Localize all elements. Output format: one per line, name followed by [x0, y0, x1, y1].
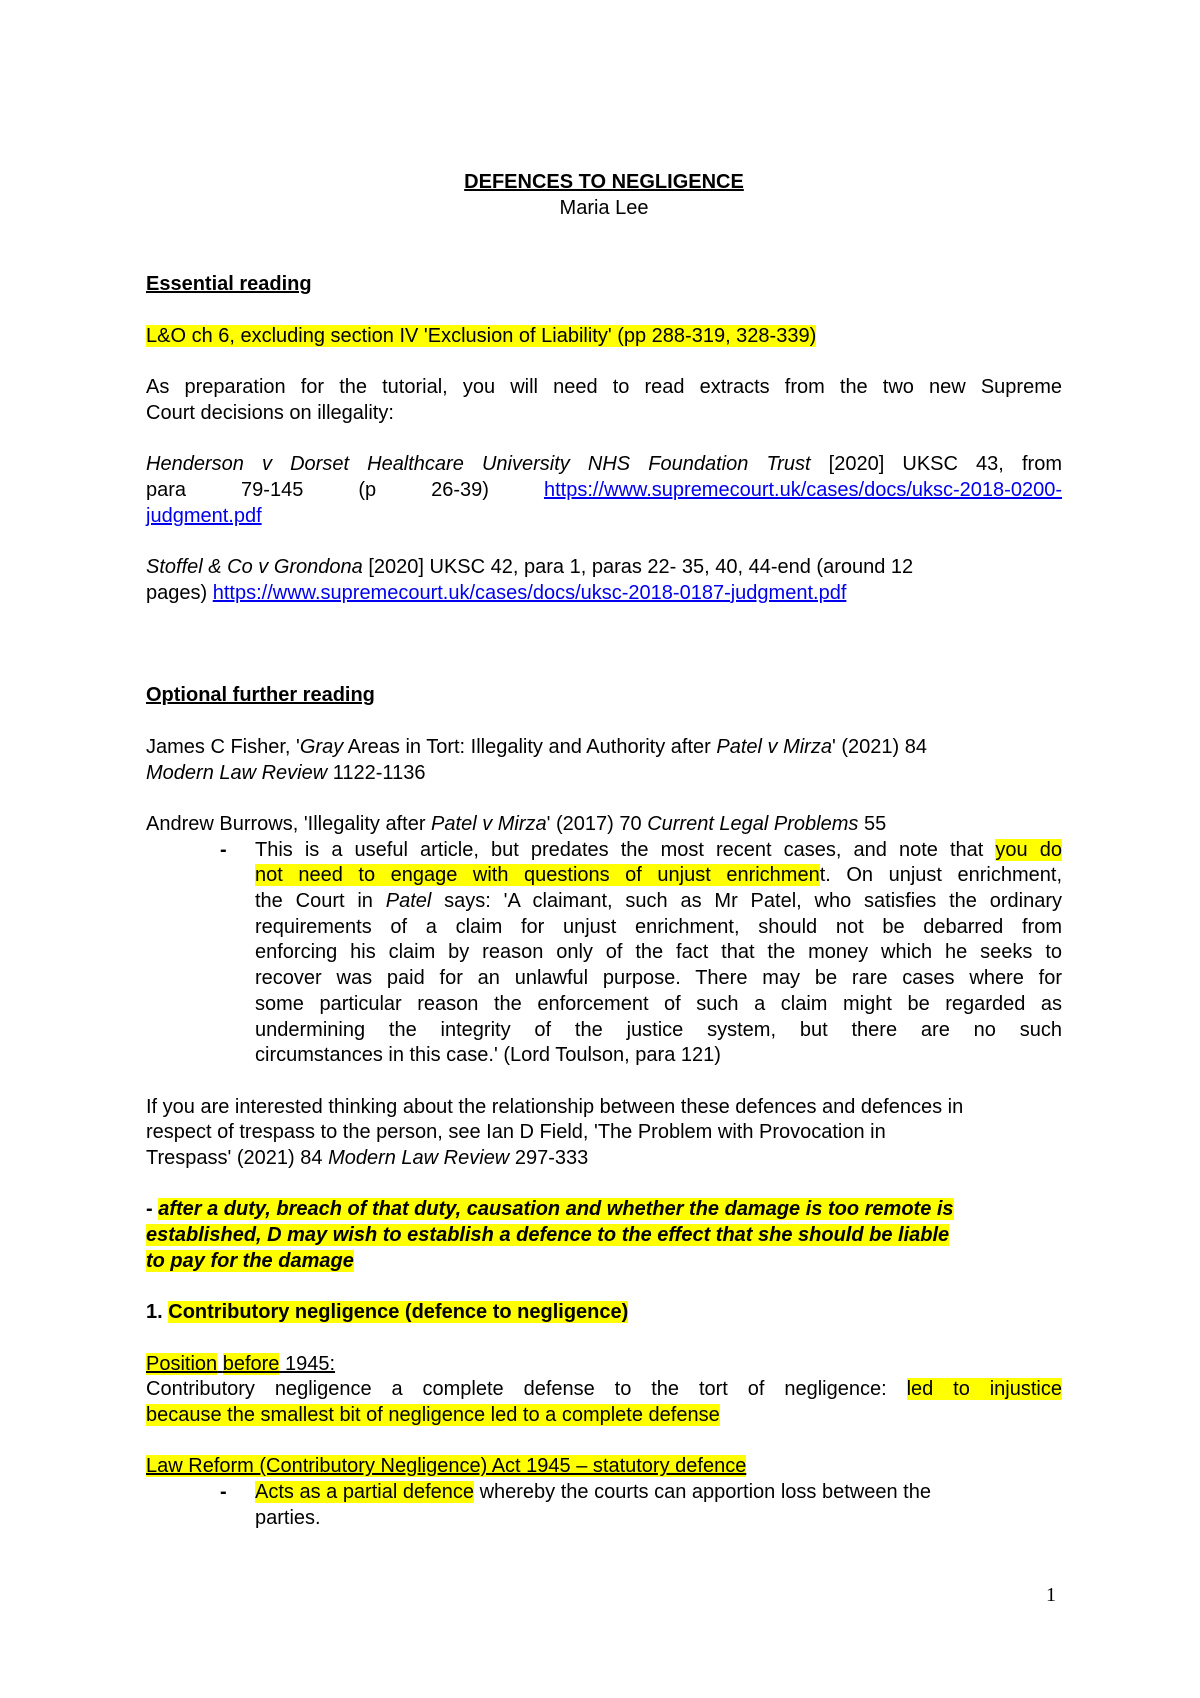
- fisher-gray: Gray: [299, 735, 344, 758]
- note-line-3-patel: Patel: [385, 890, 432, 913]
- position-before-word: before: [222, 1352, 280, 1375]
- preparation-line-1: As preparation for the tutorial, you will need to read extracts from the two new Supreme: [146, 376, 1062, 399]
- field-reference: [146, 1095, 1062, 1172]
- stoffel-judgment-link[interactable]: https://www.supremecourt.uk/cases/docs/uksc-2018-0187-judgment.pdf: [212, 581, 847, 604]
- position-label: [146, 1353, 335, 1375]
- fisher-line-2: [146, 761, 1062, 787]
- stoffel-line-2: [146, 581, 1062, 607]
- field-pages: 297-333: [509, 1147, 589, 1170]
- henderson-paras: para 79-145 (p 26-39): [146, 478, 544, 501]
- contributory-highlight-2: because the smallest bit of negligence led to a complete defense: [146, 1404, 720, 1427]
- burrows-note-line-8: undermining the integrity of the justice system, but there are no such: [255, 1018, 1062, 1041]
- position-before-1945: [146, 1352, 1062, 1378]
- contributory-text: Contributory negligence a complete defense to the tort of negligence:: [146, 1378, 907, 1401]
- document-page: [146, 170, 1062, 1532]
- field-line-2: respect of trespass to the person, see Ian D Field, 'The Problem with Provocation in: [146, 1121, 886, 1144]
- henderson-judgment-link-cont[interactable]: judgment.pdf: [146, 504, 262, 527]
- field-journal: Modern Law Review: [328, 1147, 510, 1170]
- henderson-line-2: [146, 478, 1062, 504]
- page-number: 1: [1046, 1584, 1056, 1606]
- fisher-reference: [146, 735, 1062, 786]
- stoffel-pages: pages): [146, 581, 213, 604]
- burrows-author: Andrew Burrows, 'Illegality after: [146, 812, 432, 835]
- burrows-note-line-4: requirements of a claim for unjust enrichment, should not be debarred from: [255, 915, 1062, 938]
- bullet-dash: -: [220, 838, 227, 861]
- fisher-title: Areas in Tort: Illegality and Authority after: [343, 735, 717, 758]
- section-1-heading: [146, 1300, 1062, 1326]
- contributory-line-1: [146, 1377, 1062, 1403]
- burrows-journal: Current Legal Problems: [647, 812, 859, 835]
- field-line-1: If you are interested thinking about the relationship between these defences and defences in: [146, 1095, 964, 1118]
- act-bullet-text: whereby the courts can apportion loss between the: [474, 1481, 931, 1504]
- defence-note: [146, 1197, 1062, 1274]
- position-space: [217, 1353, 223, 1375]
- burrows-note-line-5: enforcing his claim by reason only of the fact that the money which he seeks to: [255, 941, 1062, 964]
- fisher-pages: 1122-1136: [327, 761, 426, 784]
- fisher-journal: Modern Law Review: [146, 761, 328, 784]
- burrows-note-bullet: [146, 838, 1062, 1069]
- act-bullet-highlight: Acts as a partial defence: [255, 1481, 475, 1504]
- act-bullet-line-1: [255, 1480, 1062, 1506]
- defence-note-line-2: [146, 1223, 1062, 1249]
- henderson-reference: [146, 452, 1062, 529]
- optional-reading-heading: Optional further reading: [146, 684, 375, 707]
- stoffel-line-1: [146, 555, 1062, 581]
- burrows-note-line-3: [255, 889, 1062, 915]
- note-line-3-text: the Court in: [255, 890, 386, 913]
- fisher-author: James C Fisher, ': [146, 735, 300, 758]
- defence-note-text-3: to pay for the damage: [146, 1249, 354, 1272]
- essential-reading-heading: Essential reading: [146, 273, 312, 296]
- fisher-patel: Patel v Mirza: [716, 735, 832, 758]
- note-line-3-quote: says: 'A claimant, such as Mr Patel, who satisfies the ordinary: [431, 890, 1062, 913]
- section-1-number: 1.: [146, 1301, 169, 1324]
- defence-note-line-3: [146, 1249, 1062, 1275]
- act-title: Law Reform (Contributory Negligence) Act 1945 – statutory defence: [146, 1455, 747, 1478]
- defence-note-text-1: after a duty, breach of that duty, causation and whether the damage is too remote is: [158, 1198, 954, 1221]
- henderson-line-3: [146, 504, 1062, 530]
- act-heading: [146, 1454, 1062, 1480]
- note-line-1-text: This is a useful article, but predates the most recent cases, and note that: [255, 838, 996, 861]
- burrows-note-line-9: circumstances in this case.' (Lord Toulson, para 121): [255, 1044, 721, 1067]
- act-bullet-dash: -: [220, 1481, 227, 1504]
- defence-note-dash: -: [146, 1198, 159, 1221]
- field-line-3: [146, 1146, 1062, 1172]
- stoffel-case-name: Stoffel & Co v Grondona: [146, 556, 363, 579]
- fisher-line-1: [146, 735, 1062, 761]
- document-author: Maria Lee: [559, 196, 649, 219]
- contributory-highlight-1: led to injustice: [906, 1378, 1062, 1401]
- preparation-line-2: Court decisions on illegality:: [146, 401, 394, 424]
- section-1-title: Contributory negligence (defence to negligence): [168, 1301, 629, 1324]
- burrows-year: ' (2017) 70: [546, 812, 648, 835]
- act-bullet: [146, 1480, 1062, 1531]
- preparation-paragraph: [146, 375, 1062, 426]
- lo-reading-text: L&O ch 6, excluding section IV 'Exclusion of Liability' (pp 288-319, 328-339): [146, 324, 817, 347]
- defence-note-text-2: established, D may wish to establish a defence to the effect that she should be liable: [146, 1224, 950, 1247]
- stoffel-citation: [2020] UKSC 42, para 1, paras 22- 35, 40, 44-end (around 12: [362, 556, 914, 579]
- burrows-pages: 55: [858, 812, 887, 835]
- burrows-note-line-7: some particular reason the enforcement of such a claim might be regarded as: [255, 992, 1062, 1015]
- position-year: 1945:: [279, 1352, 336, 1375]
- henderson-citation: [2020] UKSC 43, from: [810, 453, 1062, 476]
- contributory-paragraph: [146, 1377, 1062, 1428]
- note-line-1-highlight: you do: [995, 838, 1062, 861]
- position-word: Position: [146, 1352, 218, 1375]
- note-line-2-highlight: not need to engage with questions of unjust enrichmen: [255, 864, 820, 887]
- field-year: Trespass' (2021) 84: [146, 1147, 329, 1170]
- henderson-line-1: [146, 452, 1062, 478]
- burrows-note-line-6: recover was paid for an unlawful purpose. There may be rare cases where for: [255, 967, 1062, 990]
- document-title: DEFENCES TO NEGLIGENCE: [464, 171, 744, 193]
- note-line-2-text: t. On unjust enrichment,: [819, 864, 1062, 887]
- lo-reading-line: [146, 324, 1062, 350]
- henderson-judgment-link[interactable]: https://www.supremecourt.uk/cases/docs/uksc-2018-0200-: [543, 478, 1062, 501]
- document-header: [146, 170, 1062, 221]
- henderson-case-name: Henderson v Dorset Healthcare University NHS Foundation Trust: [146, 453, 811, 476]
- stoffel-reference: [146, 555, 1062, 606]
- burrows-patel: Patel v Mirza: [431, 812, 547, 835]
- defence-note-line-1: [146, 1197, 1062, 1223]
- act-bullet-line-2: parties.: [255, 1506, 321, 1529]
- fisher-year: ' (2021) 84: [831, 735, 927, 758]
- burrows-note-line-1: [255, 838, 1062, 864]
- burrows-reference: [146, 812, 1062, 838]
- contributory-line-2: [146, 1403, 1062, 1429]
- burrows-note-line-2: [255, 863, 1062, 889]
